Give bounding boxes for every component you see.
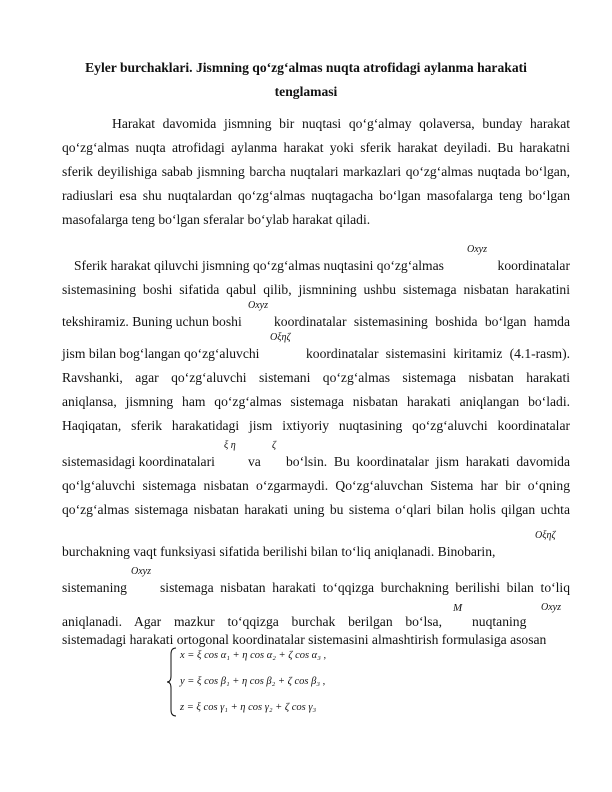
para2-line-8c: bo‘lsin. Bu koordinatalar jism harakati davomida — [286, 454, 570, 469]
para2-line-3a: tekshiramiz. Buning uchun boshi — [62, 314, 242, 329]
para2-line-10: qo‘zg‘almas sistemaga nisbatan harakati uning bu sistema o‘qlari bilan holis qilgan uchta — [62, 502, 570, 517]
curly-brace-icon — [166, 646, 178, 718]
symbol-oxietazeta: Oξηζ — [270, 332, 291, 343]
para2-line-9: qo‘lg‘aluvchi sistemaga nisbatan o‘zgarmaydi. Qo‘zg‘aluvchan Sistema har bir o‘qning — [62, 478, 570, 493]
equation-y: y = ξ cos β₁ + η cos β₂ + ζ cos β₃ , — [180, 676, 326, 687]
para2-line-1a: Sferik harakat qiluvchi jismning qo‘zg‘almas nuqtasini qo‘zg‘almas — [74, 258, 444, 273]
equation-z: z = ξ cos γ₁ + η cos γ₂ + ζ cos γ₃ — [180, 702, 317, 713]
para2-line-11: burchakning vaqt funksiyasi sifatida berilishi bilan to‘liq aniqlanadi. Binobarin, — [62, 544, 496, 559]
para2-line-3b: koordinatalar sistemasining boshida bo‘lgan hamda — [274, 314, 570, 329]
symbol-m: M — [453, 602, 463, 614]
para2-line-4b: koordinatalar sistemasini kiritamiz (4.1-rasm). — [306, 346, 570, 361]
para2-line-13b: nuqtaning — [472, 614, 527, 629]
symbol-zeta: ζ — [272, 440, 277, 451]
symbol-oxyz-4: Oxyz — [541, 602, 561, 613]
symbol-oxyz-2: Oxyz — [248, 300, 268, 311]
para1-line-2: qo‘zg‘almas nuqta atrofidagi aylanma harakat yoki sferik harakat deyiladi. Bu harakatni — [62, 140, 570, 155]
symbol-oxyz: Oxyz — [467, 244, 487, 255]
para2-line-2: sistemasining boshi sifatida qabul qilib, jismnining ushbu sistemaga nisbatan harakatini — [62, 282, 570, 297]
para2-line-8a: sistemasidagi koordinatalari — [62, 454, 215, 469]
para2-line-5: Ravshanki, agar qo‘zg‘aluvchi sistemani qo‘zg‘almas sistemaga nisbatan harakati — [62, 370, 570, 385]
equation-x: x = ξ cos α₁ + η cos α₂ + ζ cos α₃ , — [180, 650, 327, 661]
symbol-oxietazeta-2: Oξηζ — [535, 530, 556, 541]
para2-line-12a: sistemaning — [62, 580, 127, 595]
symbol-xi-eta: ξ η — [224, 440, 236, 451]
para2-line-4a: jism bilan bog‘langan qo‘zg‘aluvchi — [62, 346, 260, 361]
para2-line-14: sistemadagi harakati ortogonal koordinatalar sistemasini almashtirish formulasiga asosan — [62, 632, 547, 647]
para1-line-3: sferik deyilishiga sabab jismning barcha nuqtalari markazlari qo‘zg‘almas nuqtada bo‘lgan, — [62, 164, 570, 179]
section-title-line-1: Eyler burchaklari. Jismning qo‘zg‘almas nuqta atrofidagi aylanma harakati — [85, 60, 527, 75]
para2-line-13a: aniqlanadi. Agar mazkur to‘qqizga burchak berilgan bo‘lsa, — [62, 614, 442, 629]
para2-line-8b: va — [248, 454, 261, 469]
symbol-oxyz-3: Oxyz — [131, 566, 151, 577]
equation-system — [166, 646, 396, 718]
para1-line-4: radiuslari esa shu nuqtalardan qo‘zg‘almas nuqtagacha bo‘lgan masofalarga teng bo‘lgan — [62, 188, 570, 203]
para1-line-5: masofalarga teng bo‘lgan sferalar bo‘ylab harakat qiladi. — [62, 212, 371, 227]
section-title-line-2: tenglamasi — [274, 84, 338, 99]
para1-line-1: Harakat davomida jismning bir nuqtasi qo‘g‘almay qolaversa, bunday harakat — [112, 116, 570, 131]
para2-line-1b: koordinatalar — [497, 258, 570, 273]
para2-line-7: Haqiqatan, sferik harakatidagi jism ixtiyoriy nuqtasining qo‘zg‘aluvchi koordinatalar — [62, 418, 570, 433]
para2-line-6: aniqlansa, jismning ham qo‘zg‘almas sistemaga nisbatan harakati aniqlangan bo‘ladi. — [62, 394, 570, 409]
para2-line-12b: sistemaga nisbatan harakati to‘qqizga burchakning berilishi bilan to‘liq — [160, 580, 570, 595]
